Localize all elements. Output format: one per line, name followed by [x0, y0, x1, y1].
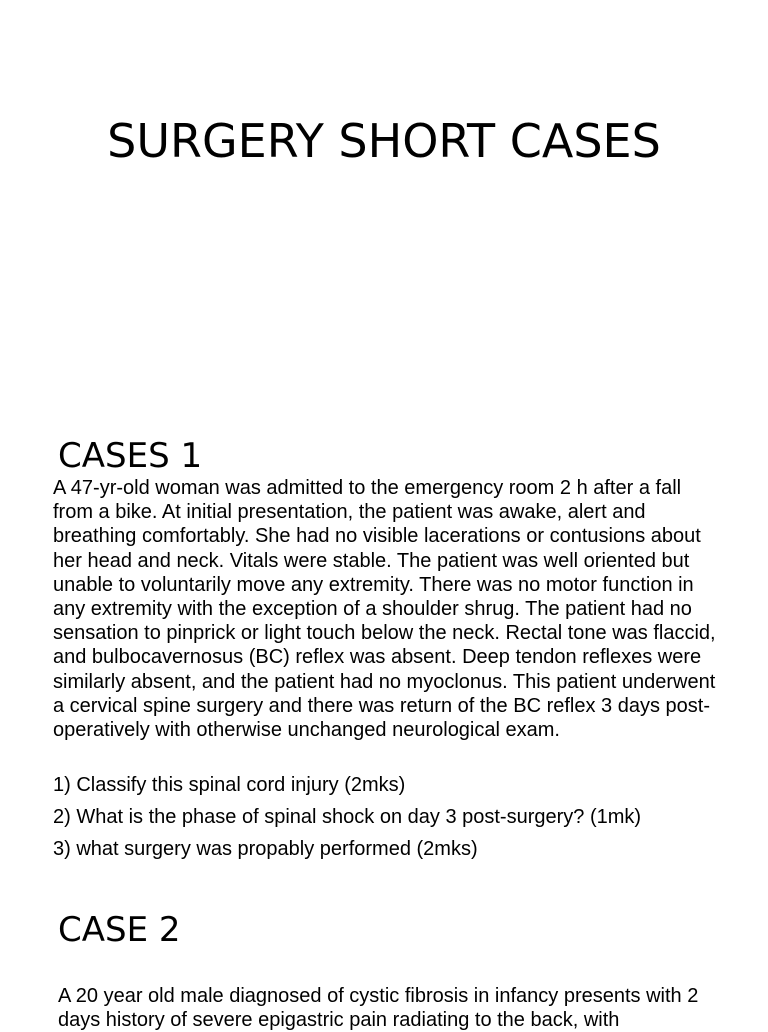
case-1-questions: [53, 773, 723, 869]
case-1-heading: CASES 1: [58, 436, 203, 476]
case-2-heading: CASE 2: [58, 910, 181, 950]
page-title: SURGERY SHORT CASES: [107, 114, 661, 168]
case-1-question-1: 1) Classify this spinal cord injury (2mks): [53, 774, 406, 796]
case-1-description: A 47-yr-old woman was admitted to the emergency room 2 h after a fall from a bike. At initial presentation, the patient was awake, alert and breathing comfortably. She had no visible lacerations or contusions about her head and neck. Vitals were stable. The patient was well oriented but unable to voluntarily move any extremity. There was no motor function in any extremity with the exception of a shoulder shrug. The patient had no sensation to pinprick or light touch below the neck. Rectal tone was flaccid, and bulbocavernosus (BC) reflex was absent. Deep tendon reflexes were similarly absent, and the patient had no myoclonus. This patient underwent a cervical spine surgery and there was return of the BC reflex 3 days post-operatively with otherwise unchanged neurological exam.: [53, 477, 716, 742]
case-2-description: A 20 year old male diagnosed of cystic fibrosis in infancy presents with 2 days history of severe epigastric pain radiating to the back, with: [58, 985, 699, 1031]
case-1-question-3: 3) what surgery was propably performed (2mks): [53, 838, 478, 860]
case-1-question-2: 2) What is the phase of spinal shock on day 3 post-surgery? (1mk): [53, 806, 642, 828]
